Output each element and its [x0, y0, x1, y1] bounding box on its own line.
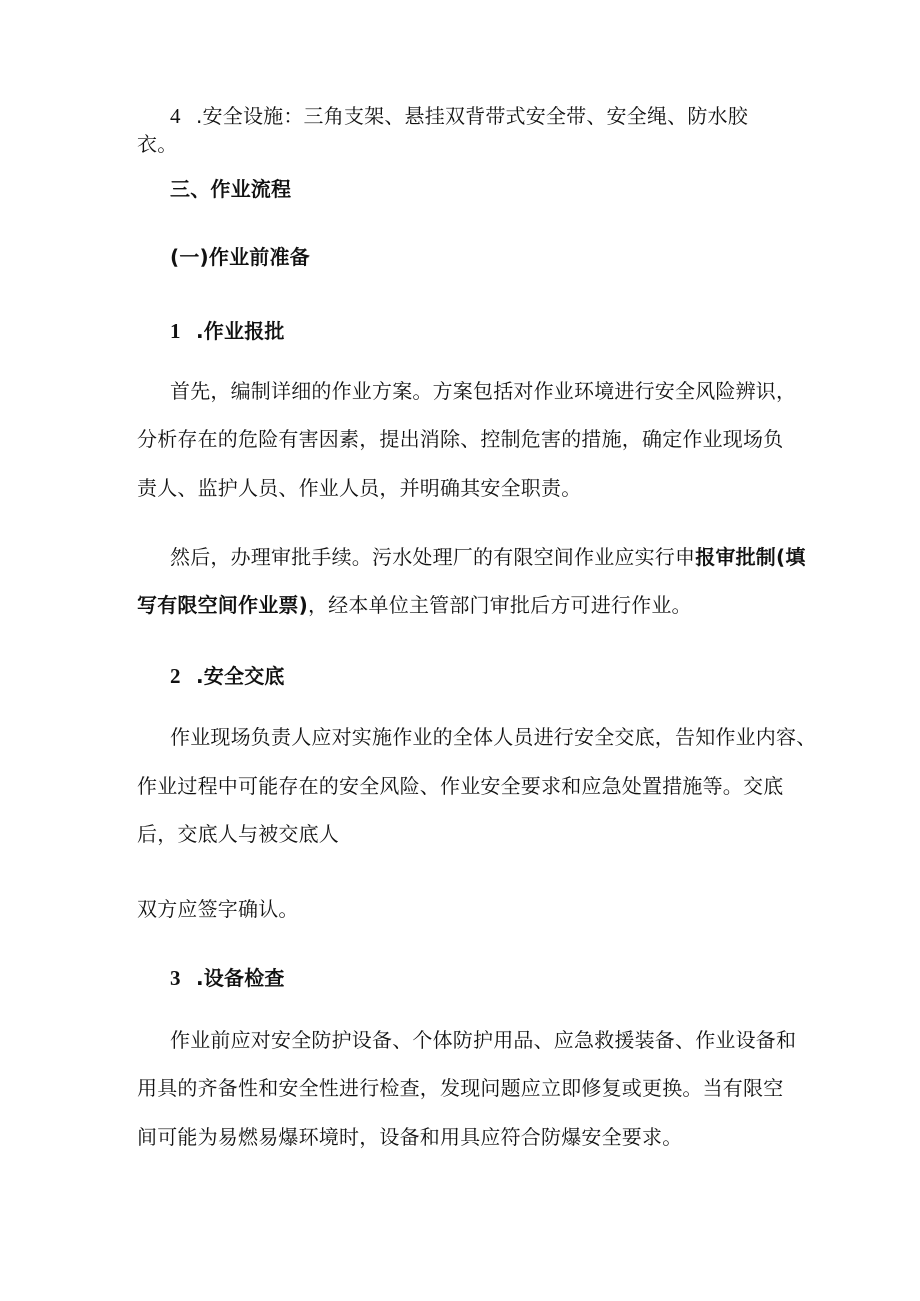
paragraph-line [137, 590, 692, 620]
paragraph-line: 分析存在的危险有害因素，提出消除、控制危害的措施，确定作业现场负 [137, 427, 784, 451]
item-number: 4 [170, 104, 181, 128]
step-title: .作业报批 [196, 319, 285, 343]
text-normal: ，经本单位主管部门审批后方可进行作业。 [307, 593, 692, 617]
item-4-line-2: 衣。 [137, 132, 178, 156]
paragraph-line: 用具的齐备性和安全性进行检查，发现问题应立即修复或更换。当有限空 [137, 1076, 784, 1100]
step-2-heading [170, 661, 285, 691]
paragraph-line: 责人、监护人员、作业人员，并明确其安全职责。 [137, 476, 582, 500]
step-1-heading [170, 316, 285, 346]
text-normal: 然后，办理审批手续。污水处理厂的有限空间作业应实行申 [170, 545, 696, 569]
text-bold: 报审批制(填 [695, 545, 806, 569]
step-number: 2 [170, 664, 181, 688]
paragraph-line: 作业过程中可能存在的安全风险、作业安全要求和应急处置措施等。交底 [137, 774, 784, 798]
paragraph-line: 双方应签字确认。 [137, 897, 299, 921]
step-3-heading [170, 963, 285, 993]
item-text: .安全设施：三角支架、悬挂双背带式安全带、安全绳、防水胶 [196, 104, 748, 128]
step-number: 1 [170, 319, 181, 343]
paragraph-line: 首先，编制详细的作业方案。方案包括对作业环境进行安全风险辨识， [170, 379, 797, 403]
paragraph-line: 作业前应对安全防护设备、个体防护用品、应急救援装备、作业设备和 [170, 1028, 797, 1052]
subsection-title: (一)作业前准备 [170, 245, 310, 269]
paragraph-line [170, 542, 806, 572]
step-title: .设备检查 [196, 966, 285, 990]
section-title: 三、作业流程 [170, 177, 292, 201]
paragraph-line: 后，交底人与被交底人 [137, 822, 339, 846]
item-4-line-1 [170, 101, 748, 131]
paragraph-line: 作业现场负责人应对实施作业的全体人员进行安全交底，告知作业内容、 [170, 725, 817, 749]
step-number: 3 [170, 966, 181, 990]
text-bold: 写有限空间作业票) [137, 593, 308, 617]
step-title: .安全交底 [196, 664, 285, 688]
paragraph-line: 间可能为易燃易爆环境时，设备和用具应符合防爆安全要求。 [137, 1125, 683, 1149]
